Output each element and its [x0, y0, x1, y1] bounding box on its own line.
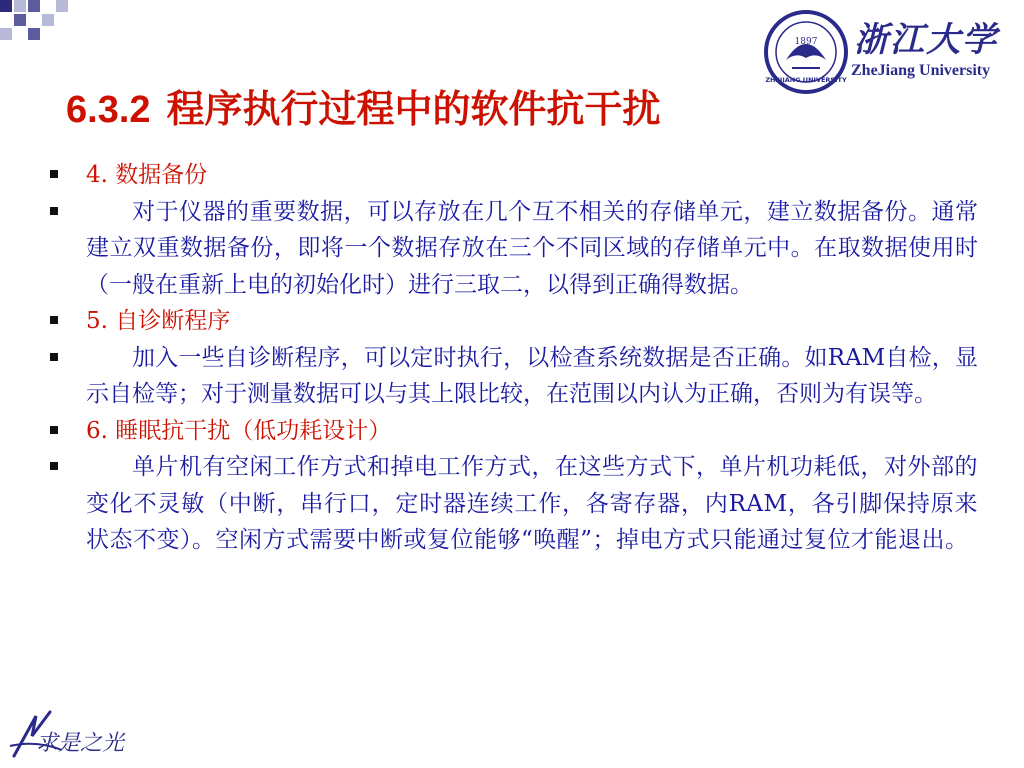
title-number: 6.3.2: [66, 89, 151, 131]
svg-text:1897: 1897: [794, 37, 818, 47]
bullet-square-icon: [50, 170, 58, 178]
list-item-heading: [46, 157, 978, 194]
bullet-square-icon: [50, 353, 58, 361]
list-item-text: 单片机有空闲工作方式和掉电工作方式，在这些方式下，单片机功耗低，对外部的变化不灵敏（中断，串行口，定时器连续工作，各寄存器，内RAM，各引脚保持原来状态不变）。空闲方式需要中断或复位能够“唤醒”；掉电方式只能通过复位才能退出。: [86, 454, 978, 553]
university-name-en: ZheJiang University: [851, 62, 991, 79]
bullet-list: [46, 157, 978, 559]
bullet-square-icon: [50, 426, 58, 434]
list-item-text: 4. 数据备份: [86, 162, 208, 188]
svg-text:求是之光: 求是之光: [36, 731, 125, 756]
list-item-paragraph: [46, 449, 978, 559]
list-item-paragraph: [46, 340, 978, 413]
title-text: 程序执行过程中的软件抗干扰: [166, 89, 661, 131]
list-item-text: 6. 睡眠抗干扰（低功耗设计）: [86, 417, 392, 444]
list-item-paragraph: [46, 194, 978, 304]
qiushi-logo-icon: [6, 706, 126, 762]
slide-title: [66, 78, 661, 133]
bullet-square-icon: [50, 316, 58, 324]
list-item-text: 加入一些自诊断程序，可以定时执行，以检查系统数据是否正确。如RAM自检，显示自检等；对于测量数据可以与其上限比较，在范围以内认为正确，否则为有误等。: [86, 344, 978, 407]
university-name-cn: 浙江大学: [854, 20, 998, 60]
bullet-square-icon: [50, 462, 58, 470]
list-item-heading: [46, 303, 978, 340]
list-item-text: 对于仪器的重要数据，可以存放在几个互不相关的存储单元，建立数据备份。通常建立双重数据备份，即将一个数据存放在三个不同区域的存储单元中。在取数据使用时（一般在重新上电的初始化时）进行三取二，以得到正确得数据。: [86, 198, 978, 298]
list-item-heading: [46, 413, 978, 450]
bullet-square-icon: [50, 207, 58, 215]
svg-text:ZHEJIANG UNIVERSITY: ZHEJIANG UNIVERSITY: [765, 76, 847, 84]
list-item-text: 5. 自诊断程序: [86, 308, 231, 334]
corner-decoration: [0, 0, 80, 44]
